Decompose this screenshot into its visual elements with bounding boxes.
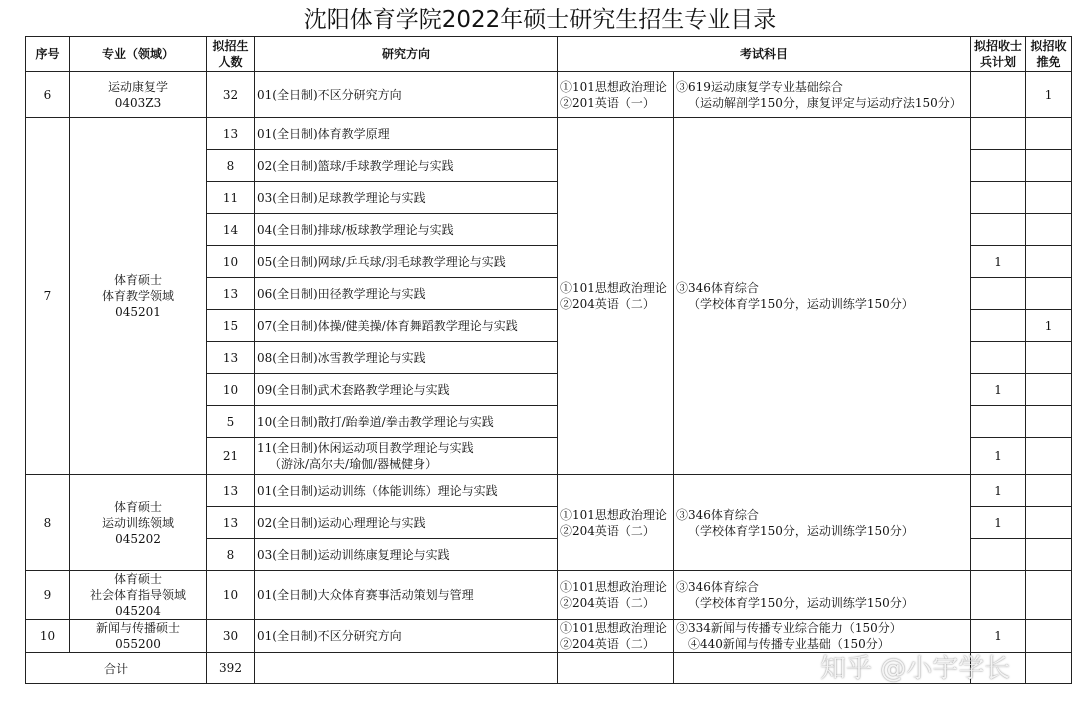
direction-cell-line: 02(全日制)运动心理理论与实践 <box>257 515 426 530</box>
major-cell-line: 新闻与传播硕士 <box>95 621 180 635</box>
soldier-cell <box>971 72 1026 118</box>
exam-major-cell <box>674 118 971 475</box>
major-cell-line: 运动训练领域 <box>101 515 174 530</box>
major-cell-line: 045204 <box>115 604 161 618</box>
exam-major-cell <box>674 72 971 118</box>
major-cell-line: 体育教学领域 <box>101 289 174 303</box>
seq-cell: 7 <box>26 118 70 475</box>
major-cell <box>70 118 207 475</box>
header-quota: 拟招生人数 <box>207 37 255 72</box>
exam-major-cell <box>674 571 971 620</box>
header-row <box>26 37 1072 72</box>
recommend-cell <box>1026 118 1072 150</box>
direction-cell <box>255 406 558 438</box>
exam-common-cell-line: ②201英语（一） <box>560 95 655 110</box>
table-row <box>26 475 1072 507</box>
quota-cell: 21 <box>207 438 255 475</box>
soldier-cell <box>971 571 1026 620</box>
header-seq: 序号 <box>26 37 70 72</box>
major-cell <box>70 72 207 118</box>
quota-cell: 11 <box>207 182 255 214</box>
exam-major-cell-line: ③346体育综合 <box>676 281 759 295</box>
exam-major-cell-line: （学校体育学150分，运动训练学150分） <box>688 297 914 311</box>
direction-cell <box>255 72 558 118</box>
direction-cell <box>255 118 558 150</box>
recommend-cell <box>1026 214 1072 246</box>
direction-cell-line: 04(全日制)排球/板球教学理论与实践 <box>257 222 454 237</box>
direction-cell-line: 03(全日制)足球教学理论与实践 <box>257 190 426 205</box>
exam-common-cell-line: ①101思想政治理论 <box>560 281 667 295</box>
soldier-cell <box>971 214 1026 246</box>
direction-cell-line: 02(全日制)篮球/手球教学理论与实践 <box>257 158 454 173</box>
recommend-cell <box>1026 475 1072 507</box>
quota-cell: 15 <box>207 310 255 342</box>
recommend-cell: 1 <box>1026 310 1072 342</box>
quota-cell: 13 <box>207 507 255 539</box>
exam-common-cell-line: ②204英语（二） <box>560 596 655 610</box>
major-cell-line: 社会体育指导领域 <box>89 588 186 602</box>
soldier-cell <box>971 150 1026 182</box>
recommend-cell <box>1026 150 1072 182</box>
quota-cell: 10 <box>207 374 255 406</box>
direction-cell-line: 01(全日制)不区分研究方向 <box>257 629 402 643</box>
direction-cell <box>255 507 558 539</box>
seq-cell: 9 <box>26 571 70 620</box>
recommend-cell <box>1026 374 1072 406</box>
exam-common-cell-line: ②204英语（二） <box>560 523 655 538</box>
recommend-cell <box>1026 406 1072 438</box>
major-cell <box>70 475 207 571</box>
header-exam: 考试科目 <box>558 37 971 72</box>
exam-common-cell <box>558 571 674 620</box>
table-row <box>26 72 1072 118</box>
major-cell-line: 045201 <box>115 305 161 319</box>
exam-common-cell-line: ①101思想政治理论 <box>560 507 667 522</box>
quota-cell: 8 <box>207 539 255 571</box>
quota-cell: 13 <box>207 278 255 310</box>
direction-cell-line: 01(全日制)大众体育赛事活动策划与管理 <box>257 588 474 602</box>
quota-cell: 13 <box>207 342 255 374</box>
exam-major-cell-line: （学校体育学150分，运动训练学150分） <box>688 523 914 538</box>
seq-cell: 6 <box>26 72 70 118</box>
exam-common-cell <box>558 620 674 653</box>
direction-cell-line: 11(全日制)休闲运动项目教学理论与实践 <box>257 441 474 455</box>
direction-cell <box>255 150 558 182</box>
soldier-cell: 1 <box>971 438 1026 475</box>
soldier-cell <box>971 342 1026 374</box>
soldier-cell <box>971 539 1026 571</box>
table-body <box>26 72 1072 684</box>
exam-major-cell-line: ③619运动康复学专业基础综合 <box>676 79 843 94</box>
header-major: 专业（领域） <box>70 37 207 72</box>
soldier-cell: 1 <box>971 620 1026 653</box>
quota-cell: 8 <box>207 150 255 182</box>
soldier-cell: 1 <box>971 475 1026 507</box>
header-soldier: 拟招收士兵计划 <box>971 37 1026 72</box>
direction-cell-line: 05(全日制)网球/乒乓球/羽毛球教学理论与实践 <box>257 254 506 269</box>
direction-cell-line: 06(全日制)田径教学理论与实践 <box>257 286 426 301</box>
seq-cell: 10 <box>26 620 70 653</box>
total-empty-recommend <box>1026 653 1072 684</box>
soldier-cell: 1 <box>971 246 1026 278</box>
direction-cell <box>255 539 558 571</box>
exam-common-cell <box>558 72 674 118</box>
direction-cell <box>255 310 558 342</box>
direction-cell <box>255 571 558 620</box>
direction-cell <box>255 278 558 310</box>
direction-cell-line: 07(全日制)体操/健美操/体育舞蹈教学理论与实践 <box>257 318 518 333</box>
quota-cell: 5 <box>207 406 255 438</box>
exam-common-cell <box>558 475 674 571</box>
direction-cell <box>255 342 558 374</box>
major-cell-line: 运动康复学 <box>107 79 168 94</box>
page-title: 沈阳体育学院2022年硕士研究生招生专业目录 <box>303 7 777 33</box>
recommend-cell <box>1026 246 1072 278</box>
direction-cell <box>255 374 558 406</box>
major-cell-line: 体育硕士 <box>113 572 162 586</box>
quota-cell: 13 <box>207 118 255 150</box>
header-direction: 研究方向 <box>255 37 558 72</box>
exam-common-cell <box>558 118 674 475</box>
direction-cell-line: 01(全日制)运动训练（体能训练）理论与实践 <box>257 483 498 498</box>
total-label: 合计 <box>26 653 207 684</box>
recommend-cell <box>1026 507 1072 539</box>
recommend-cell <box>1026 342 1072 374</box>
exam-major-cell <box>674 475 971 571</box>
exam-common-cell-line: ②204英语（二） <box>560 297 655 311</box>
direction-cell-line: 03(全日制)运动训练康复理论与实践 <box>257 547 450 562</box>
exam-major-cell-line: ③346体育综合 <box>676 507 759 522</box>
exam-common-cell-line: ①101思想政治理论 <box>560 79 667 94</box>
exam-common-cell-line: ①101思想政治理论 <box>560 580 667 594</box>
soldier-cell <box>971 310 1026 342</box>
soldier-cell <box>971 118 1026 150</box>
recommend-cell <box>1026 539 1072 571</box>
direction-cell-line: 01(全日制)不区分研究方向 <box>257 87 402 102</box>
major-cell-line: 045202 <box>115 531 161 546</box>
exam-major-cell-line: ③346体育综合 <box>676 580 759 594</box>
total-quota: 392 <box>207 653 255 684</box>
quota-cell: 14 <box>207 214 255 246</box>
recommend-cell <box>1026 182 1072 214</box>
soldier-cell <box>971 406 1026 438</box>
recommend-cell: 1 <box>1026 72 1072 118</box>
soldier-cell <box>971 278 1026 310</box>
quota-cell: 13 <box>207 475 255 507</box>
table-row <box>26 571 1072 620</box>
quota-cell: 30 <box>207 620 255 653</box>
direction-cell-line: 09(全日制)武术套路教学理论与实践 <box>257 382 450 397</box>
direction-cell-line: （游泳/高尔夫/瑜伽/器械健身） <box>269 457 438 471</box>
direction-cell <box>255 214 558 246</box>
header-recommend: 拟招收推免 <box>1026 37 1072 72</box>
quota-cell: 32 <box>207 72 255 118</box>
soldier-cell: 1 <box>971 507 1026 539</box>
recommend-cell <box>1026 571 1072 620</box>
major-cell-line: 体育硕士 <box>113 499 162 514</box>
recommend-cell <box>1026 620 1072 653</box>
direction-cell-line: 08(全日制)冰雪教学理论与实践 <box>257 350 426 365</box>
direction-cell-line: 01(全日制)体育教学原理 <box>257 126 390 141</box>
quota-cell: 10 <box>207 246 255 278</box>
recommend-cell <box>1026 438 1072 475</box>
total-empty-direction <box>255 653 558 684</box>
catalog-table <box>25 36 1072 684</box>
exam-major-cell-line: （运动解剖学150分，康复评定与运动疗法150分） <box>688 95 962 110</box>
major-cell-line: 055200 <box>115 637 161 651</box>
exam-major-cell-line: ④440新闻与传播专业基础（150分） <box>688 637 890 651</box>
direction-cell <box>255 246 558 278</box>
total-empty-exam-common <box>558 653 674 684</box>
major-cell <box>70 571 207 620</box>
exam-major-cell-line: ③334新闻与传播专业综合能力（150分） <box>676 621 902 635</box>
exam-common-cell-line: ①101思想政治理论 <box>560 621 667 635</box>
soldier-cell: 1 <box>971 374 1026 406</box>
exam-common-cell-line: ②204英语（二） <box>560 637 655 651</box>
major-cell-line: 0403Z3 <box>114 95 162 110</box>
direction-cell-line: 10(全日制)散打/跆拳道/拳击教学理论与实践 <box>257 414 494 429</box>
direction-cell <box>255 620 558 653</box>
major-cell <box>70 620 207 653</box>
major-cell-line: 体育硕士 <box>113 273 162 287</box>
soldier-cell <box>971 182 1026 214</box>
seq-cell: 8 <box>26 475 70 571</box>
direction-cell <box>255 438 558 475</box>
table-row <box>26 118 1072 150</box>
exam-major-cell-line: （学校体育学150分，运动训练学150分） <box>688 596 914 610</box>
direction-cell <box>255 182 558 214</box>
quota-cell: 10 <box>207 571 255 620</box>
recommend-cell <box>1026 278 1072 310</box>
watermark: 知乎 @小宇学长 <box>820 654 1011 684</box>
direction-cell <box>255 475 558 507</box>
